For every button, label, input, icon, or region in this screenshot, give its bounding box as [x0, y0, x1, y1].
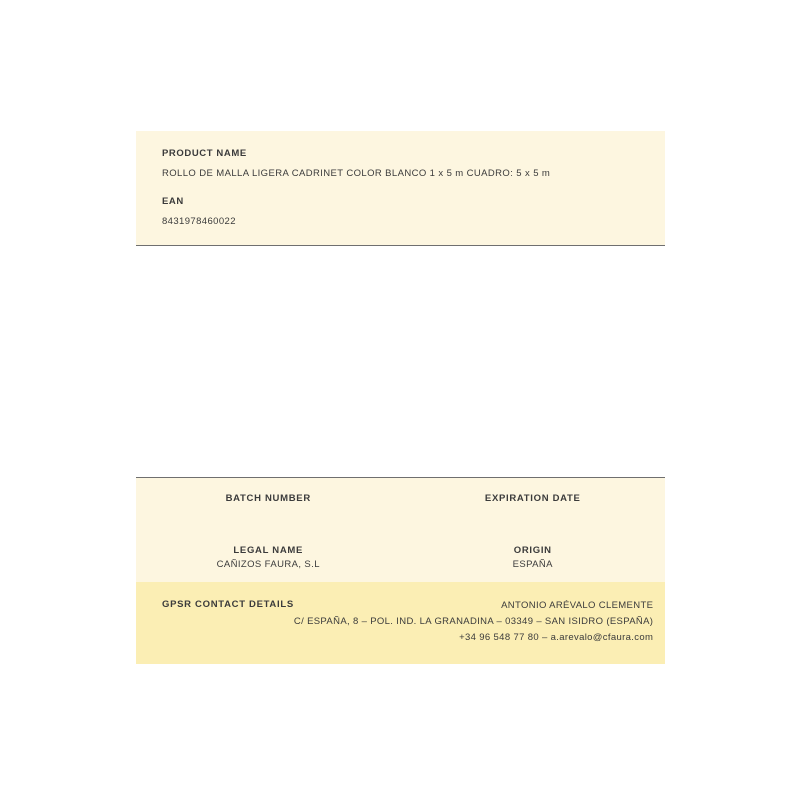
expiration-date-cell — [401, 492, 666, 520]
legal-origin-row — [136, 544, 665, 572]
batch-info-panel — [136, 477, 665, 587]
ean-label: EAN — [162, 196, 184, 207]
field-spacer — [162, 179, 639, 196]
gpsr-contact-name: ANTONIO ARÉVALO CLEMENTE — [501, 600, 654, 611]
legal-name-value: CAÑIZOS FAURA, S.L — [216, 559, 320, 570]
product-name-label: PRODUCT NAME — [162, 148, 247, 159]
product-info-panel — [136, 131, 665, 246]
ean-value: 8431978460022 — [162, 216, 236, 227]
expiration-date-label: EXPIRATION DATE — [484, 493, 581, 504]
batch-number-value — [136, 506, 401, 520]
gpsr-contact-title: GPSR CONTACT DETAILS — [162, 599, 294, 610]
origin-value: ESPAÑA — [512, 559, 553, 570]
product-name-value: ROLLO DE MALLA LIGERA CADRINET COLOR BLANCO 1 x 5 m CUADRO: 5 x 5 m — [162, 168, 551, 179]
expiration-date-value — [401, 506, 666, 520]
legal-name-cell — [136, 544, 401, 572]
batch-number-cell — [136, 492, 401, 520]
origin-cell — [401, 544, 666, 572]
gpsr-contact-panel — [136, 582, 665, 664]
origin-label: ORIGIN — [513, 545, 552, 556]
legal-name-label: LEGAL NAME — [233, 545, 304, 556]
gpsr-contact-address: C/ ESPAÑA, 8 – POL. IND. LA GRANADINA – 03349 – SAN ISIDRO (ESPAÑA) — [293, 616, 654, 627]
gpsr-contact-details — [294, 598, 653, 646]
batch-expiration-row — [136, 492, 665, 520]
batch-number-label: BATCH NUMBER — [225, 493, 311, 504]
gpsr-contact-phone-email: +34 96 548 77 80 – a.arevalo@cfaura.com — [459, 632, 654, 643]
